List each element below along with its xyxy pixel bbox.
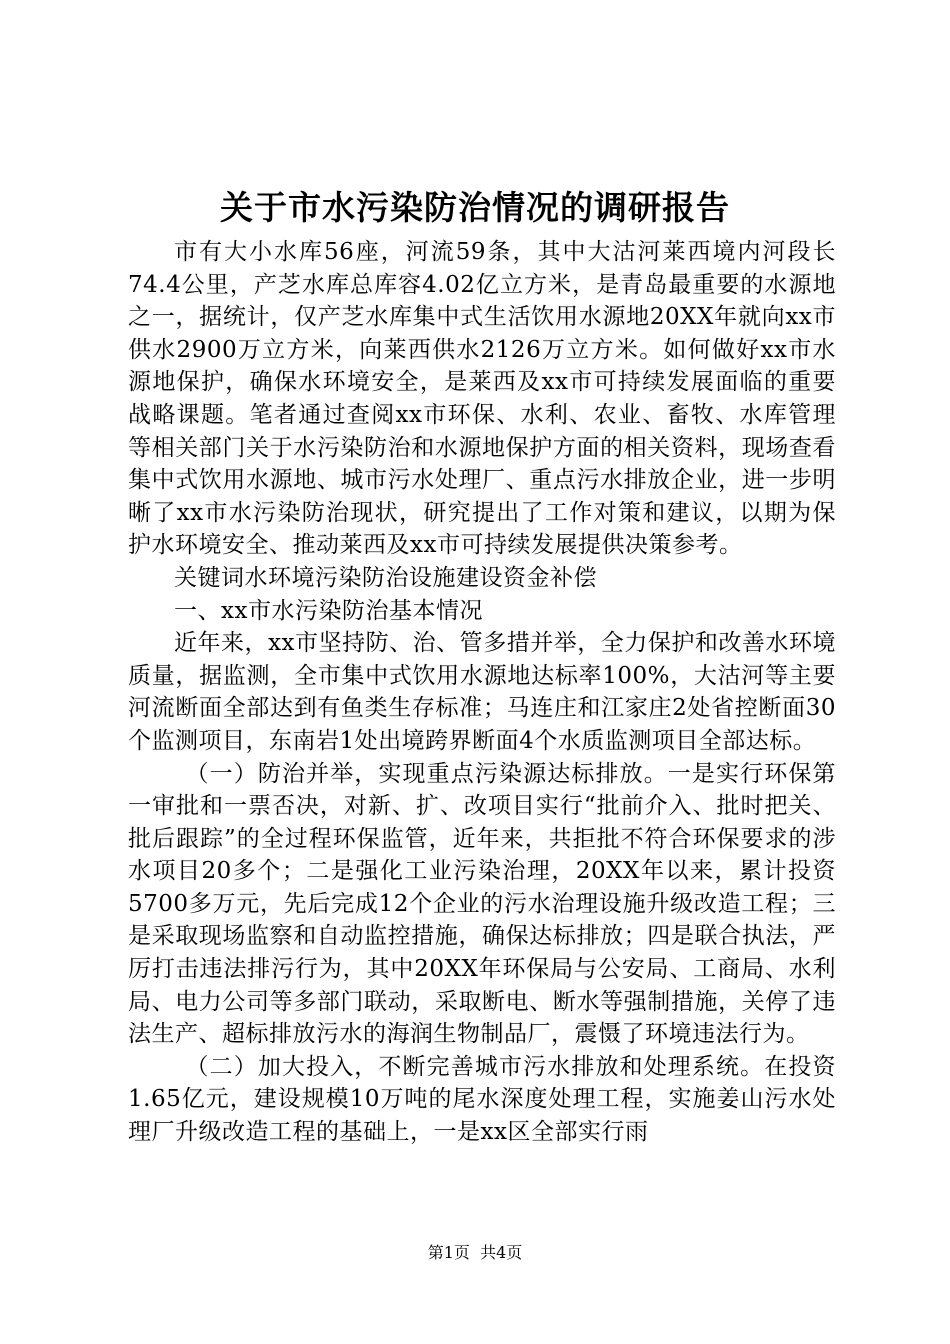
paragraph-overview: 近年来，xx市坚持防、治、管多措并举，全力保护和改善水环境质量，据监测，全市集中式饮用水源地达标率100%，大沽河等主要河流断面全部达到有鱼类生存标准；马连庄和江家庄2处省控断面30个监测项目，东南岩1处出境跨界断面4个水质监测项目全部达标。 <box>128 630 836 754</box>
paragraph-subsection-1: （一）防治并举，实现重点污染源达标排放。一是实行环保第一审批和一票否决，对新、扩、改项目实行“批前介入、批时把关、批后跟踪”的全过程环保监管，近年来，共拒批不符合环保要求的涉水项目20多个；二是强化工业污染治理，20XX年以来，累计投资5700多万元，先后完成12个企业的污水治理设施升级改造工程；三是采取现场监察和自动监控措施，确保达标排放；四是联合执法，严厉打击违法排污行为，其中20XX年环保局与公安局、工商局、水利局、电力公司等多部门联动，采取断电、断水等强制措施，关停了违法生产、超标排放污水的海润生物制品厂，震慑了环境违法行为。 <box>128 760 836 1048</box>
document-title: 关于市水污染防治情况的调研报告 <box>220 188 730 227</box>
page-footer <box>0 1243 950 1263</box>
paragraph-keywords: 关键词水环境污染防治设施建设资金补偿 <box>174 564 597 591</box>
paragraph-intro: 市有大小水库56座，河流59条，其中大沽河莱西境内河段长74.4公里，产芝水库总库容4.02亿立方米，是青岛最重要的水源地之一，据统计，仅产芝水库集中式生活饮用水源地20XX年就向xx市供水2900万立方米，向莱西供水2126万立方米。如何做好xx市水源地保护，确保水环境安全，是莱西及xx市可持续发展面临的重要战略课题。笔者通过查阅xx市环保、水利、农业、畜牧、水库管理等相关部门关于水污染防治和水源地保护方面的相关资料，现场查看集中式饮用水源地、城市污水处理厂、重点污水排放企业，进一步明晰了xx市水污染防治现状，研究提出了工作对策和建议，以期为保护水环境安全、推动莱西及xx市可持续发展提供决策参考。 <box>128 239 836 559</box>
paragraph-subsection-2: （二）加大投入，不断完善城市污水排放和处理系统。在投资1.65亿元，建设规模10万吨的尾水深度处理工程，实施姜山污水处理厂升级改造工程的基础上，一是xx区全部实行雨 <box>128 1053 836 1146</box>
page-number: 第1页 <box>427 1243 470 1262</box>
page-total: 共4页 <box>480 1243 523 1262</box>
document-body <box>128 236 836 1149</box>
footer-spacer <box>470 1243 480 1262</box>
section-heading-1: 一、xx市水污染防治基本情况 <box>174 597 483 624</box>
